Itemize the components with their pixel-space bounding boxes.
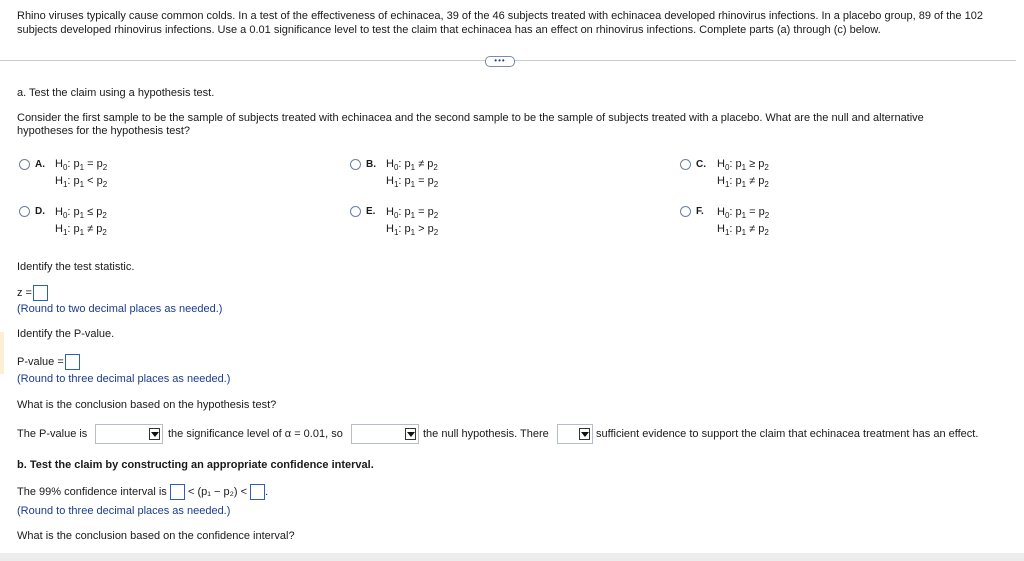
- z-row: [17, 285, 48, 301]
- part-b-heading: b. Test the claim by constructing an appropriate confidence interval.: [17, 459, 374, 471]
- side-marker: [0, 332, 4, 374]
- ci-lower-input[interactable]: [170, 484, 185, 500]
- p-value-rounding-note: (Round to three decimal places as needed.): [17, 373, 231, 385]
- p-value-input[interactable]: [65, 354, 80, 370]
- part-a-instruction: Consider the first sample to be the sample of subjects treated with echinacea and the second sample to be the sample of subjects treated with a placebo. What are the null and alternative hypotheses for the hypothesis test?: [17, 112, 924, 137]
- p-value-label: P-value =: [17, 355, 64, 368]
- conclusion-question-a: What is the conclusion based on the hypothesis test?: [17, 399, 277, 411]
- p-value-comparison-dropdown[interactable]: [95, 424, 163, 444]
- option-e-h1: $H_1$: $p_1 > p_2$: [386, 223, 439, 237]
- evidence-dropdown[interactable]: [557, 424, 593, 444]
- z-rounding-note: (Round to two decimal places as needed.): [17, 303, 223, 315]
- option-c-radio[interactable]: [680, 159, 691, 170]
- ci-lt-2: <: [240, 485, 248, 498]
- conclusion-text-3: the null hypothesis. There: [423, 428, 549, 440]
- expand-more-button[interactable]: •••: [485, 56, 515, 67]
- ci-expression: (p₁ − p₂): [197, 485, 238, 498]
- ci-upper-input[interactable]: [250, 484, 265, 500]
- confidence-interval-row: [17, 484, 268, 500]
- option-c-h1: $H_1$: $p_1 \ne p_2$: [717, 175, 769, 189]
- chevron-down-icon: [405, 428, 416, 440]
- option-d-h0: $H_0$: $p_1 \le p_2$: [55, 206, 107, 220]
- ci-rounding-note: (Round to three decimal places as needed.): [17, 505, 231, 517]
- z-input[interactable]: [33, 285, 48, 301]
- ci-period: .: [265, 485, 269, 498]
- ci-label: The 99% confidence interval is: [17, 485, 167, 498]
- option-d-letter: D.: [35, 206, 45, 217]
- option-e-h0: $H_0$: $p_1 = p_2$: [386, 206, 439, 220]
- option-c-h0: $H_0$: $p_1 \ge p_2$: [717, 158, 769, 172]
- option-b-h1: $H_1$: $p_1 = p_2$: [386, 175, 439, 189]
- option-d-h1: $H_1$: $p_1 \ne p_2$: [55, 223, 107, 237]
- option-b-h0: $H_0$: $p_1 \ne p_2$: [386, 158, 438, 172]
- conclusion-text-1: The P-value is: [17, 428, 88, 440]
- problem-statement: Rhino viruses typically cause common colds. In a test of the effectiveness of echinacea, 39 of the 46 subjects treated with echinacea developed rhinovirus infections. In a placebo group, 89 of the 102 subjects developed rhinovirus infections. Use a 0.01 significance level to test the claim that echinacea has an effect on rhinovirus infections. Complete parts (a) through (c) below.: [17, 10, 983, 36]
- option-e-letter: E.: [366, 206, 376, 217]
- chevron-down-icon: [149, 428, 160, 440]
- option-a-h1: $H_1$: $p_1 < p_2$: [55, 175, 108, 189]
- chevron-down-icon: [579, 428, 590, 440]
- identify-test-stat: Identify the test statistic.: [17, 261, 135, 273]
- ci-lt-1: <: [187, 485, 195, 498]
- bottom-bar: [0, 553, 1024, 561]
- conclusion-question-b: What is the conclusion based on the confidence interval?: [17, 530, 295, 542]
- part-a-heading: a. Test the claim using a hypothesis test.: [17, 87, 215, 99]
- option-f-h0: $H_0$: $p_1 = p_2$: [717, 206, 770, 220]
- option-a-h0: $H_0$: $p_1 = p_2$: [55, 158, 108, 172]
- option-f-h1: $H_1$: $p_1 \ne p_2$: [717, 223, 769, 237]
- option-d-radio[interactable]: [19, 206, 30, 217]
- option-a-letter: A.: [35, 159, 45, 170]
- z-label: z =: [17, 286, 32, 299]
- option-e-radio[interactable]: [350, 206, 361, 217]
- p-value-row: [17, 354, 80, 370]
- option-c-letter: C.: [696, 159, 706, 170]
- option-f-letter: F.: [696, 206, 704, 217]
- option-f-radio[interactable]: [680, 206, 691, 217]
- option-b-letter: B.: [366, 159, 376, 170]
- null-hypothesis-decision-dropdown[interactable]: [351, 424, 419, 444]
- option-a-radio[interactable]: [19, 159, 30, 170]
- conclusion-text-4: sufficient evidence to support the claim that echinacea treatment has an effect.: [596, 428, 979, 440]
- conclusion-text-2: the significance level of α = 0.01, so: [168, 428, 343, 440]
- identify-p-value: Identify the P-value.: [17, 328, 115, 340]
- option-b-radio[interactable]: [350, 159, 361, 170]
